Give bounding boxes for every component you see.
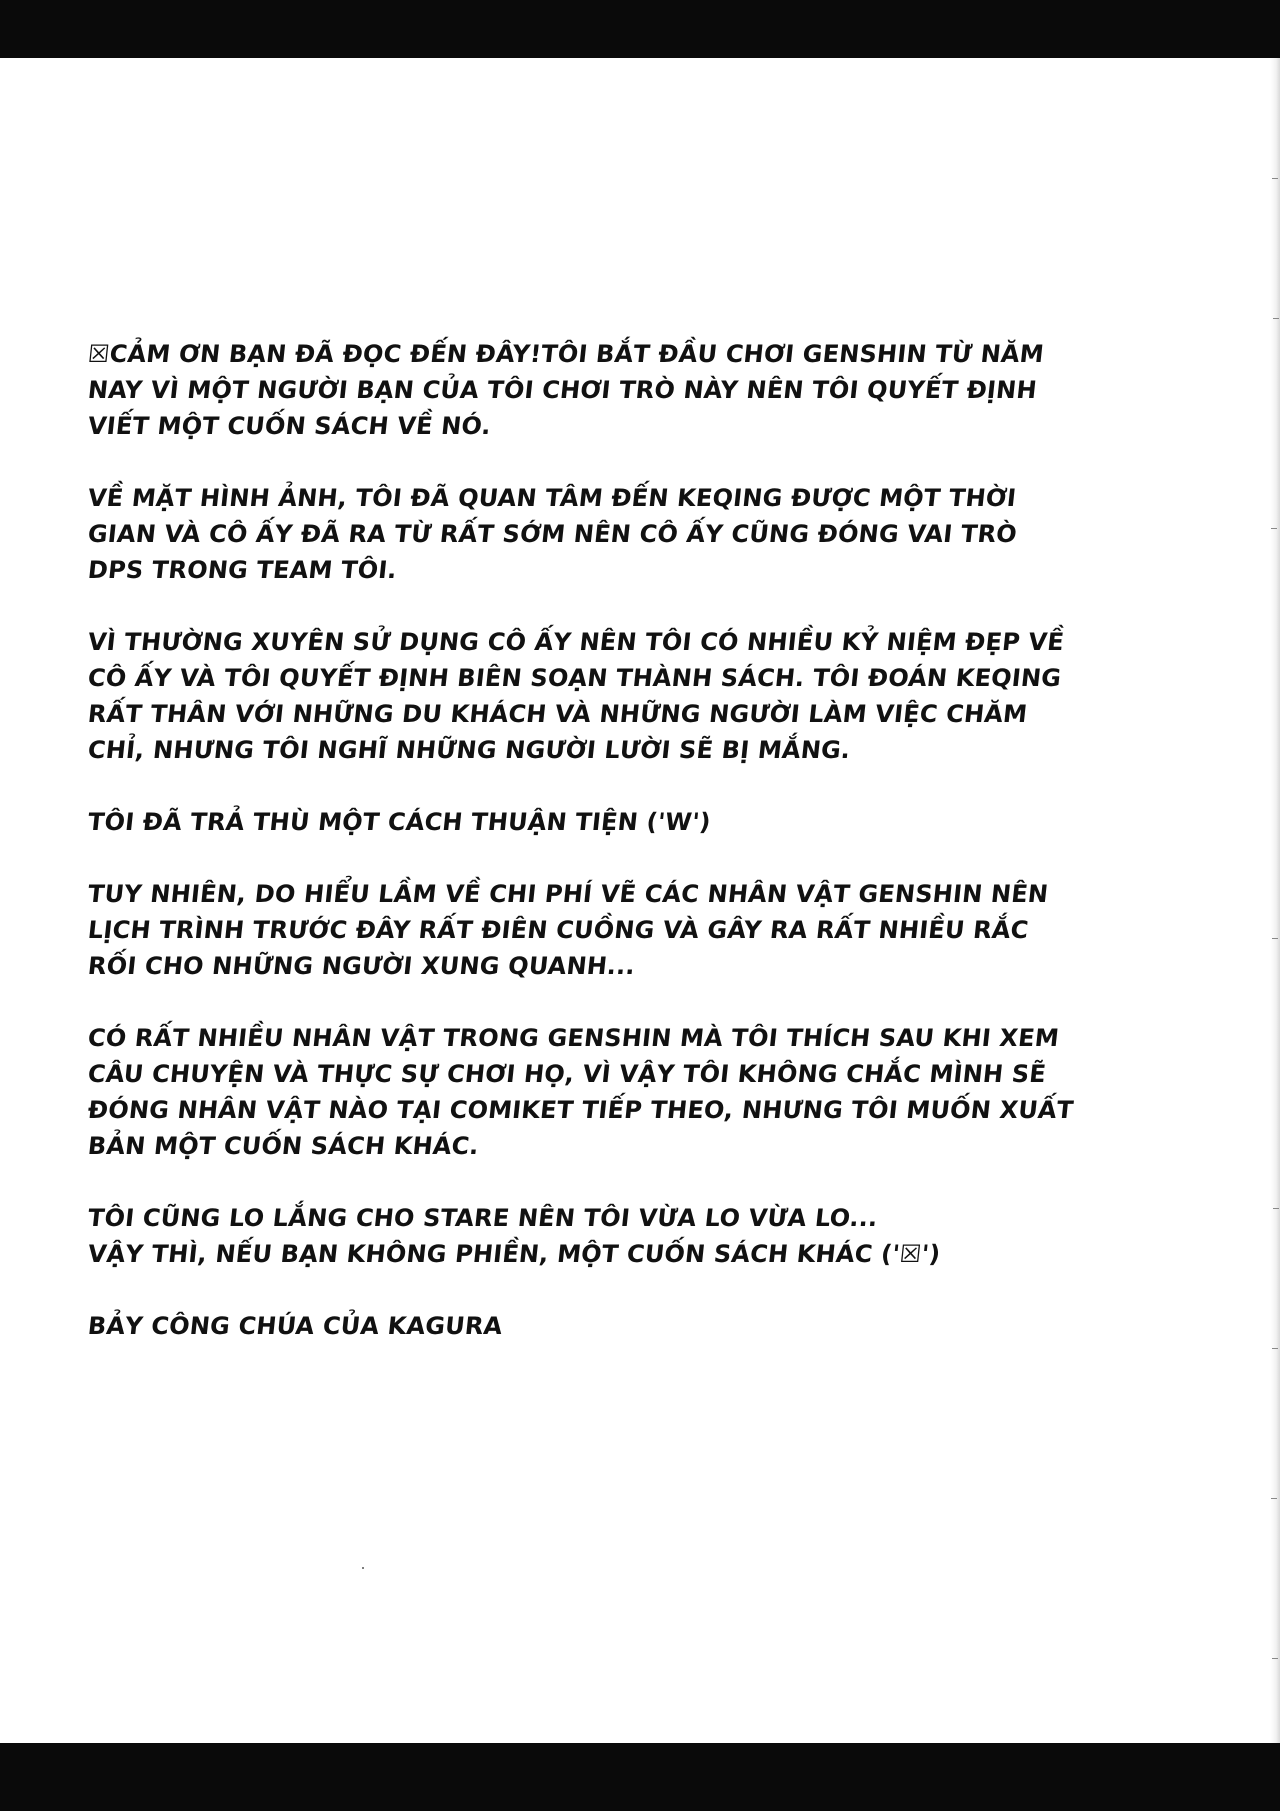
edge-scratch — [1272, 1658, 1278, 1659]
text-line: ☒CẢM ƠN BẠN ĐÃ ĐỌC ĐẾN ĐÂY!TÔI BẮT ĐẦU CHƠI GENSHIN TỪ NĂM — [86, 340, 1046, 368]
top-black-bar — [0, 0, 1280, 58]
edge-scratch — [1273, 1208, 1279, 1209]
edge-scratch — [1272, 938, 1278, 939]
text-line: ĐÓNG NHÂN VẬT NÀO TẠI COMIKET TIẾP THEO, NHƯNG TÔI MUỐN XUẤT — [86, 1096, 1075, 1124]
text-line: CÓ RẤT NHIỀU NHÂN VẬT TRONG GENSHIN MÀ TÔI THÍCH SAU KHI XEM — [86, 1024, 1061, 1052]
afterword-text — [86, 336, 1075, 1380]
edge-scratch — [1272, 1348, 1278, 1349]
text-line: NAY VÌ MỘT NGƯỜI BẠN CỦA TÔI CHƠI TRÒ NÀY NÊN TÔI QUYẾT ĐỊNH — [86, 376, 1039, 404]
page-right-edge — [1270, 58, 1280, 1743]
text-line: RỐI CHO NHỮNG NGƯỜI XUNG QUANH... — [86, 952, 637, 980]
text-line: VIẾT MỘT CUỐN SÁCH VỀ NÓ. — [86, 412, 493, 440]
text-line: DPS TRONG TEAM TÔI. — [86, 556, 399, 584]
edge-scratch — [1271, 528, 1277, 529]
text-line: BẢN MỘT CUỐN SÁCH KHÁC. — [86, 1132, 481, 1160]
text-line: LỊCH TRÌNH TRƯỚC ĐÂY RẤT ĐIÊN CUỒNG VÀ GÂY RA RẤT NHIỀU RẮC — [86, 916, 1030, 944]
text-line: TÔI ĐÃ TRẢ THÙ MỘT CÁCH THUẬN TIỆN ('W') — [86, 808, 713, 836]
text-line: GIAN VÀ CÔ ẤY ĐÃ RA TỪ RẤT SỚM NÊN CÔ ẤY CŨNG ĐÓNG VAI TRÒ — [86, 520, 1019, 548]
text-line: CHỈ, NHƯNG TÔI NGHĨ NHỮNG NGƯỜI LƯỜI SẼ BỊ MẮNG. — [86, 736, 852, 764]
text-line: TÔI CŨNG LO LẮNG CHO STARE NÊN TÔI VỪA LO VỪA LO... — [86, 1204, 880, 1232]
afterword-paragraph — [88, 336, 1048, 444]
afterword-paragraph — [88, 1200, 1048, 1272]
afterword-paragraph — [86, 624, 1066, 768]
afterword-paragraph — [88, 480, 1048, 588]
text-line: TUY NHIÊN, DO HIỂU LẦM VỀ CHI PHÍ VẼ CÁC NHÂN VẬT GENSHIN NÊN — [86, 880, 1050, 908]
afterword-paragraph — [88, 804, 1048, 840]
text-line: VỀ MẶT HÌNH ẢNH, TÔI ĐÃ QUAN TÂM ĐẾN KEQING ĐƯỢC MỘT THỜI — [86, 484, 1018, 512]
edge-scratch — [1272, 178, 1278, 179]
text-line: CÂU CHUYỆN VÀ THỰC SỰ CHƠI HỌ, VÌ VẬY TÔI KHÔNG CHẮC MÌNH SẼ — [86, 1060, 1048, 1088]
bottom-black-bar — [0, 1743, 1280, 1811]
signature-line: BẢY CÔNG CHÚA CỦA KAGURA — [86, 1312, 504, 1340]
edge-scratch — [1273, 318, 1279, 319]
text-line: RẤT THÂN VỚI NHỮNG DU KHÁCH VÀ NHỮNG NGƯỜI LÀM VIỆC CHĂM — [86, 700, 1029, 728]
stray-dot — [362, 1567, 364, 1569]
edge-scratch — [1271, 1498, 1277, 1499]
text-line: VÌ THƯỜNG XUYÊN SỬ DỤNG CÔ ẤY NÊN TÔI CÓ NHIỀU KỶ NIỆM ĐẸP VỀ — [86, 628, 1066, 656]
text-line: CÔ ẤY VÀ TÔI QUYẾT ĐỊNH BIÊN SOẠN THÀNH SÁCH. TÔI ĐOÁN KEQING — [86, 664, 1063, 692]
afterword-signature — [88, 1308, 1048, 1344]
afterword-paragraph — [86, 1020, 1075, 1164]
afterword-paragraph — [88, 876, 1048, 984]
text-line: VẬY THÌ, NẾU BẠN KHÔNG PHIỀN, MỘT CUỐN SÁCH KHÁC ('☒') — [86, 1240, 942, 1268]
